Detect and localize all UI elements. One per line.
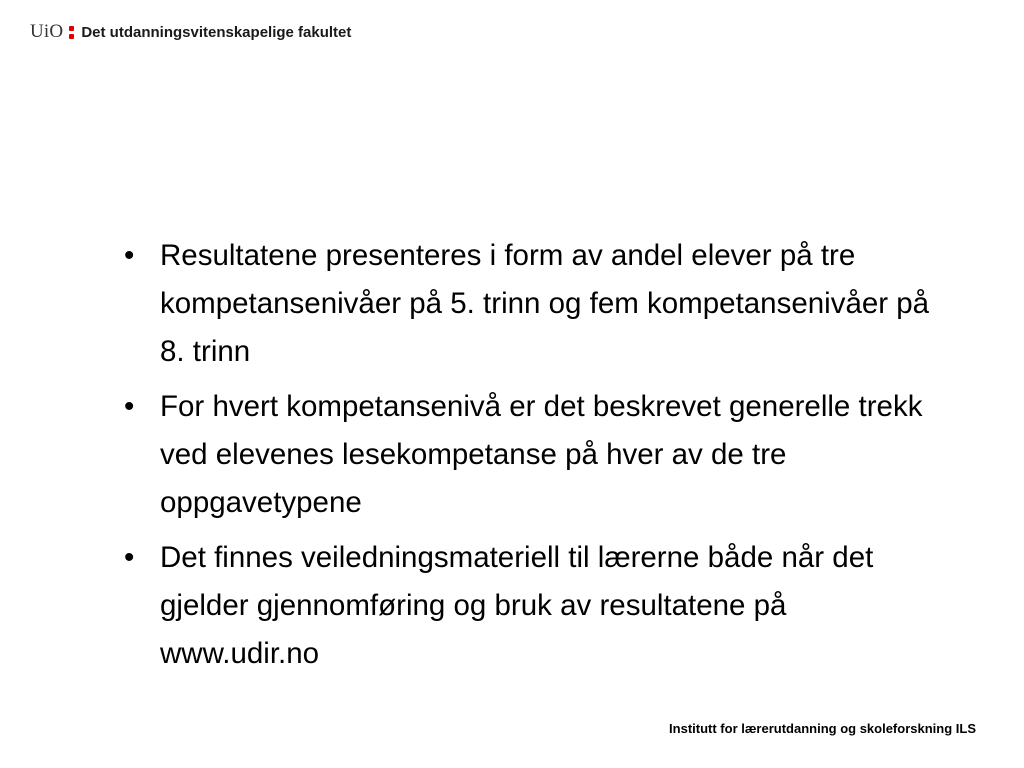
bullet-text: For hvert kompetansenivå er det beskrevet generelle trekk ved elevenes lesekompetanse på hver av de tre oppgavetypene	[160, 390, 923, 519]
bullet-text: Det finnes veiledningsmateriell til lærerne både når det gjelder gjennomføring og bruk av resultatene på www.udir.no	[160, 541, 874, 670]
uio-logo-mark-icon	[69, 26, 74, 39]
bullet-icon: •	[124, 541, 135, 574]
bullet-item	[118, 232, 938, 376]
uio-logo: UiO	[30, 21, 64, 42]
bullet-icon: •	[124, 390, 135, 423]
logo-dot-bottom	[69, 34, 74, 39]
bullet-item	[118, 383, 938, 527]
bullet-list	[118, 232, 938, 685]
bullet-text: Resultatene presenteres i form av andel elever på tre kompetansenivåer på 5. trinn og fem kompetansenivåer på 8. trinn	[160, 239, 930, 368]
header	[30, 20, 351, 44]
bullet-icon: •	[124, 239, 135, 272]
bullet-item	[118, 534, 938, 678]
footer-institute: Institutt for lærerutdanning og skoleforskning ILS	[669, 721, 976, 736]
logo-dot-top	[69, 26, 74, 31]
faculty-name: Det utdanningsvitenskapelige fakultet	[81, 23, 352, 41]
